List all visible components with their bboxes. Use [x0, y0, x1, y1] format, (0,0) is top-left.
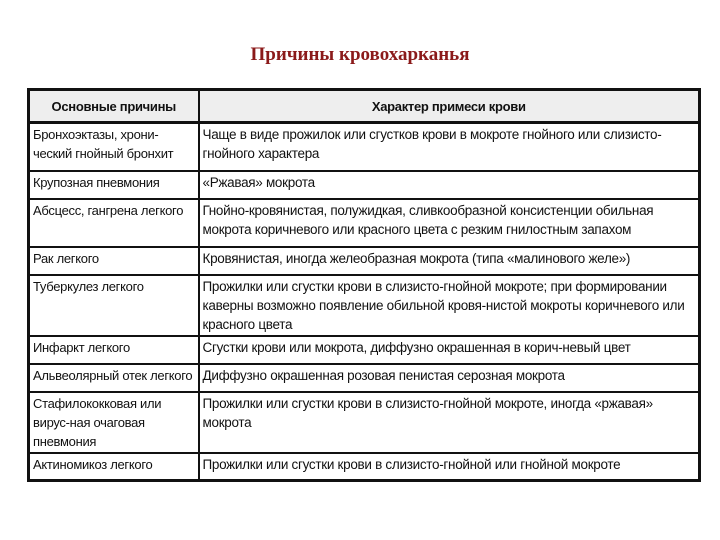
table-row: [29, 392, 700, 453]
table-row: [29, 364, 700, 392]
cause-cell: Абсцесс, гангрена легкого: [29, 199, 199, 247]
blood-character-cell: Прожилки или сгустки крови в слизисто-гнойной или гнойной мокроте: [199, 453, 700, 481]
blood-character-cell: Диффузно окрашенная розовая пенистая серозная мокрота: [199, 364, 700, 392]
blood-character-cell: Прожилки или сгустки крови в слизисто-гнойной мокроте; при формировании каверны возможно появление обильной кровя-нистой мокроты коричневого или красного цвета: [199, 275, 700, 336]
table-row: [29, 199, 700, 247]
table-row: [29, 453, 700, 481]
table-row: [29, 247, 700, 275]
table-header-row: [29, 90, 700, 123]
cause-cell: Крупозная пневмония: [29, 171, 199, 199]
cause-cell: Альвеолярный отек легкого: [29, 364, 199, 392]
table-row: [29, 336, 700, 364]
causes-table: [27, 88, 701, 482]
cause-cell: Бронхоэктазы, хрони-ческий гнойный бронхит: [29, 123, 199, 171]
blood-character-cell: «Ржавая» мокрота: [199, 171, 700, 199]
blood-character-cell: Прожилки или сгустки крови в слизисто-гнойной мокроте, иногда «ржавая» мокрота: [199, 392, 700, 453]
cause-cell: Актиномикоз легкого: [29, 453, 199, 481]
blood-character-cell: Гнойно-кровянистая, полужидкая, сливкообразной консистенции обильная мокрота коричневого или красного цвета с резким гнилостным запахом: [199, 199, 700, 247]
cause-cell: Стафилококковая или вирус-ная очаговая пневмония: [29, 392, 199, 453]
header-main-causes: Основные причины: [29, 90, 199, 123]
header-blood-character: Характер примеси крови: [199, 90, 700, 123]
table-row: [29, 275, 700, 336]
blood-character-cell: Чаще в виде прожилок или сгустков крови в мокроте гнойного или слизисто-гнойного характера: [199, 123, 700, 171]
blood-character-cell: Кровянистая, иногда желеобразная мокрота (типа «малинового желе»): [199, 247, 700, 275]
blood-character-cell: Сгустки крови или мокрота, диффузно окрашенная в корич-невый цвет: [199, 336, 700, 364]
table-row: [29, 123, 700, 171]
cause-cell: Инфаркт легкого: [29, 336, 199, 364]
cause-cell: Рак легкого: [29, 247, 199, 275]
cause-cell: Туберкулез легкого: [29, 275, 199, 336]
slide-title: Причины кровохарканья: [250, 44, 470, 65]
table-row: [29, 171, 700, 199]
